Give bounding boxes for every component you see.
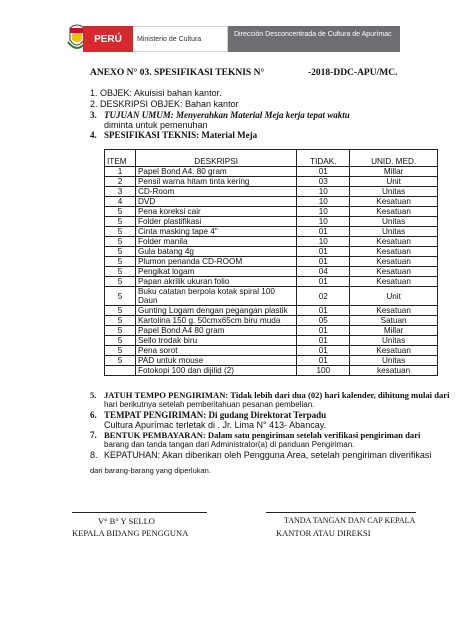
table-row <box>105 326 438 336</box>
cell-item: 5 <box>105 267 136 277</box>
table-row <box>105 207 438 217</box>
cell-deskripsi: Gula batang 4g <box>135 247 296 257</box>
signature-line-right <box>266 512 416 513</box>
cell-deskripsi: CD-Room <box>135 187 296 197</box>
header-item: ITEM <box>105 150 136 167</box>
cell-deskripsi: DVD <box>135 197 296 207</box>
table-row <box>105 336 438 346</box>
cell-deskripsi: Papan akrilik ukuran folio <box>135 277 296 287</box>
cell-tidak: 01 <box>297 227 350 237</box>
cell-tidak: 100 <box>297 366 350 376</box>
cell-deskripsi: Pensil warna hitam tinta kering <box>135 177 296 187</box>
cell-item: 1 <box>105 167 136 177</box>
cell-item: 4 <box>105 197 136 207</box>
cell-item: 5 <box>105 277 136 287</box>
table-row <box>105 316 438 326</box>
signature-left-title: V° B° Y SELLO <box>98 516 155 526</box>
cell-unid-med: Kesatuan <box>350 197 438 207</box>
term-jatuh-tempo-cont: hari berikutnya setelah pemberitahuan pesanan pembelian. <box>104 400 315 409</box>
cell-item: 5 <box>105 346 136 356</box>
table-row <box>105 177 438 187</box>
table-row <box>105 167 438 177</box>
signature-right-title: TANDA TANGAN DAN CAP KEPALA <box>284 516 416 525</box>
item-objek: 1. OBJEK: Akuisisi bahan kantor. <box>90 88 222 98</box>
table-row <box>105 237 438 247</box>
table-row <box>105 277 438 287</box>
term-kepatuhan: KEPATUHAN: Akan diberikan oleh Pengguna Area, setelah pengiriman diverifikasi <box>104 450 432 460</box>
table-row <box>105 306 438 316</box>
term-bentuk-num: 7. <box>90 430 97 440</box>
term-tempat-cont: Cultura Apurímac terletak di . Jr. Lima N° 413- Abancay. <box>104 420 327 430</box>
cell-deskripsi: Papel Bond A4. 80 gram <box>135 167 296 177</box>
cell-deskripsi: Gunting Logam dengan pegangan plastik <box>135 306 296 316</box>
ministry-label: Ministerio de Cultura <box>133 26 228 52</box>
item-spesifikasi-num: 4. <box>90 130 97 140</box>
cell-unid-med: Unitas <box>350 336 438 346</box>
signature-right-role: KANTOR ATAU DIREKSI <box>276 528 371 538</box>
cell-tidak: 10 <box>297 237 350 247</box>
cell-item <box>105 366 136 376</box>
cell-tidak: 01 <box>297 336 350 346</box>
cell-tidak: 01 <box>297 326 350 336</box>
cell-unid-med: Unitas <box>350 227 438 237</box>
cell-deskripsi: PAD untuk mouse <box>135 356 296 366</box>
cell-tidak: 01 <box>297 306 350 316</box>
cell-item: 5 <box>105 356 136 366</box>
table-row <box>105 267 438 277</box>
term-tempat-num: 6. <box>90 410 97 420</box>
cell-item: 5 <box>105 257 136 267</box>
cell-tidak: 10 <box>297 197 350 207</box>
item-spesifikasi: SPESIFIKASI TEKNIS: Material Meja <box>104 130 258 140</box>
cell-tidak: 10 <box>297 207 350 217</box>
table-row <box>105 366 438 376</box>
cell-item: 5 <box>105 207 136 217</box>
cell-item: 5 <box>105 227 136 237</box>
cell-unid-med: kesatuan <box>350 366 438 376</box>
cell-tidak: 01 <box>297 257 350 267</box>
cell-deskripsi: Folder plastifikasi <box>135 217 296 227</box>
cell-item: 2 <box>105 177 136 187</box>
brand-label: PERÚ <box>83 26 133 52</box>
cell-unid-med: Unitas <box>350 217 438 227</box>
cell-tidak: 01 <box>297 247 350 257</box>
header-tidak: TIDAK. <box>297 150 350 167</box>
cell-unid-med: Kesatuan <box>350 277 438 287</box>
cell-unid-med: Kesatuan <box>350 237 438 247</box>
table-row <box>105 227 438 237</box>
cell-deskripsi: Sello trodak biru <box>135 336 296 346</box>
item-deskripsi: 2. DESKRIPSI OBJEK: Bahan kantor <box>90 99 239 109</box>
term-kepatuhan-num: 8. <box>90 450 98 460</box>
item-tujuan-num: 3. <box>90 110 97 120</box>
table-row <box>105 247 438 257</box>
term-tempat: TEMPAT PENGIRIMAN: Di gudang Direktorat Terpadu <box>104 410 327 420</box>
title-left: ANEXO N° 03. SPESIFIKASI TEKNIS N° <box>90 68 265 78</box>
term-jatuh-tempo-num: 5. <box>90 390 97 400</box>
header-unid-med: UNID. MED. <box>350 150 438 167</box>
table-row <box>105 356 438 366</box>
cell-item: 5 <box>105 326 136 336</box>
table-row <box>105 257 438 267</box>
cell-unid-med: Unitas <box>350 187 438 197</box>
item-tujuan-cont: diminta untuk pemenuhan <box>104 120 208 130</box>
cell-item: 5 <box>105 306 136 316</box>
cell-tidak: 01 <box>297 356 350 366</box>
cell-deskripsi: Fotokopi 100 dan dijilid (2) <box>135 366 296 376</box>
cell-deskripsi: Pengikat logam <box>135 267 296 277</box>
cell-tidak: 05 <box>297 316 350 326</box>
cell-tidak: 10 <box>297 217 350 227</box>
cell-tidak: 01 <box>297 346 350 356</box>
table-row <box>105 217 438 227</box>
cell-unid-med: Kesatuan <box>350 257 438 267</box>
term-kepatuhan-cont: dari barang-barang yang diperlukan. <box>90 466 211 475</box>
term-bentuk: BENTUK PEMBAYARAN: Dalam satu pengiriman setelah verifikasi pengiriman dari <box>104 430 421 440</box>
cell-deskripsi: Papel Bond A4 80 gram <box>135 326 296 336</box>
cell-tidak: 03 <box>297 177 350 187</box>
cell-tidak: 01 <box>297 277 350 287</box>
document-title <box>90 68 264 78</box>
term-bentuk-cont: barang dan tanda tangan dari Administrator(a) di panduan Pengiriman. <box>104 440 355 449</box>
table-header-row <box>105 150 438 167</box>
cell-deskripsi: Pena sorot <box>135 346 296 356</box>
cell-unid-med: Kesatuan <box>350 207 438 217</box>
cell-item: 3 <box>105 187 136 197</box>
cell-deskripsi: Pena koreksi cair <box>135 207 296 217</box>
table-row <box>105 197 438 207</box>
item-tujuan: TUJUAN UMUM: Menyerahkan Material Meja kerja tepat waktu <box>104 110 350 120</box>
cell-unid-med: Kesatuan <box>350 346 438 356</box>
term-jatuh-tempo: JATUH TEMPO PENGIRIMAN: Tidak lebih dari dua (02) hari kalender, dihitung mulai dari <box>104 390 450 400</box>
table-row <box>105 346 438 356</box>
cell-item: 5 <box>105 247 136 257</box>
cell-unid-med: Millar <box>350 167 438 177</box>
cell-unid-med: Unitas <box>350 356 438 366</box>
table-row <box>105 287 438 306</box>
header-deskripsi: DESKRIPSI <box>135 150 296 167</box>
cell-unid-med: Kesatuan <box>350 306 438 316</box>
cell-tidak: 02 <box>297 287 350 306</box>
cell-deskripsi: Kartolina 150 g. 50cmx65cm biru muda <box>135 316 296 326</box>
cell-tidak: 04 <box>297 267 350 277</box>
cell-item: 5 <box>105 316 136 326</box>
cell-item: 5 <box>105 287 136 306</box>
cell-deskripsi: Folder manila <box>135 237 296 247</box>
cell-tidak: 10 <box>297 187 350 197</box>
title-right: -2018-DDC-APU/MC. <box>308 68 398 78</box>
table-row <box>105 187 438 197</box>
cell-unid-med: Unit <box>350 287 438 306</box>
cell-item: 5 <box>105 237 136 247</box>
cell-unid-med: Satuan <box>350 316 438 326</box>
cell-tidak: 01 <box>297 167 350 177</box>
cell-unid-med: Kesatuan <box>350 247 438 257</box>
cell-unid-med: Millar <box>350 326 438 336</box>
office-label: Dirección Desconcentrada de Cultura de Apurímac <box>228 26 400 52</box>
cell-unid-med: Unit <box>350 177 438 187</box>
spec-table <box>104 149 438 376</box>
cell-deskripsi: Plumon penanda CD-ROOM <box>135 257 296 267</box>
cell-deskripsi: Cinta masking tape 4" <box>135 227 296 237</box>
cell-item: 5 <box>105 336 136 346</box>
cell-item: 5 <box>105 217 136 227</box>
cell-deskripsi: Buku catatan berpola kotak spiral 100 Daun <box>135 287 296 306</box>
signature-line-left <box>72 512 207 513</box>
signature-left-role: KEPALA BIDANG PENGGUNA <box>72 528 189 538</box>
cell-unid-med: Kesatuan <box>350 267 438 277</box>
